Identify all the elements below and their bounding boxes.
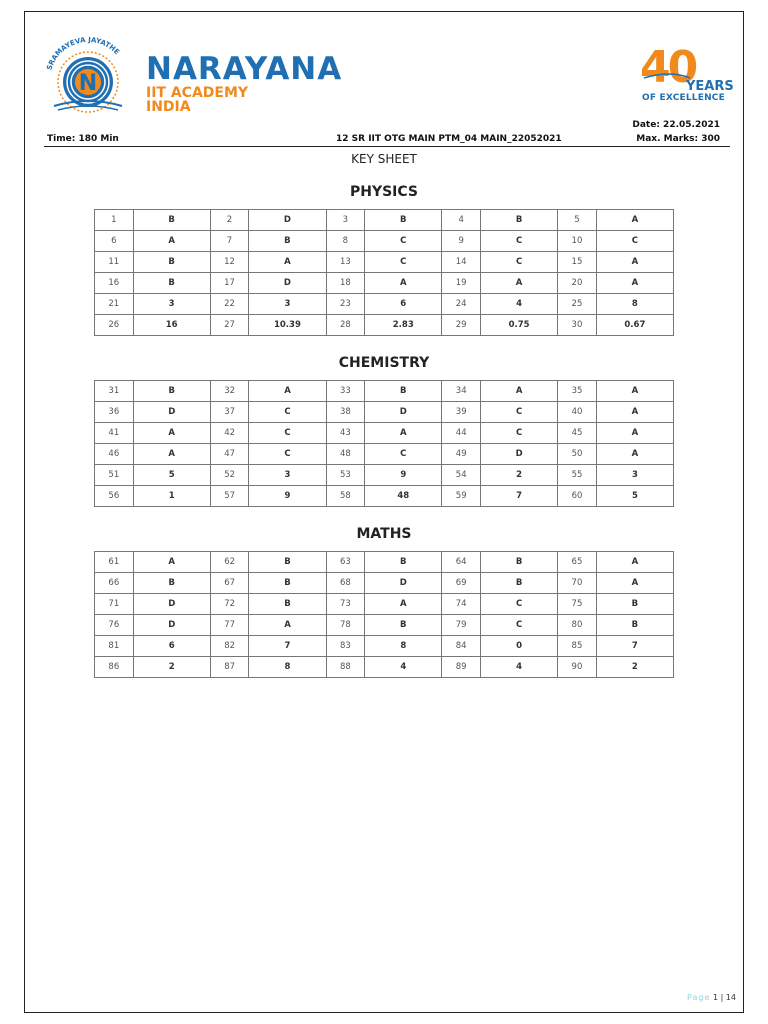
answer-key: D	[249, 210, 326, 231]
question-number: 73	[326, 594, 365, 615]
answer-key: A	[480, 273, 557, 294]
question-number: 82	[210, 636, 249, 657]
answer-key: 3	[249, 465, 326, 486]
question-number: 20	[558, 273, 597, 294]
table-row	[95, 465, 674, 486]
answer-key: B	[365, 615, 442, 636]
answer-key: 5	[596, 486, 673, 507]
answer-key: A	[481, 381, 558, 402]
answer-key: B	[365, 210, 442, 231]
question-number: 72	[210, 594, 249, 615]
table-row	[95, 423, 674, 444]
question-number: 70	[558, 573, 597, 594]
answer-key: C	[249, 402, 326, 423]
answer-table-maths	[94, 551, 674, 678]
question-number: 89	[442, 657, 481, 678]
table-row	[95, 615, 674, 636]
answer-key: 6	[133, 636, 210, 657]
answer-key: B	[596, 615, 673, 636]
question-number: 8	[326, 231, 365, 252]
answer-key: C	[481, 423, 558, 444]
key-sheet-title: KEY SHEET	[351, 152, 417, 166]
question-number: 69	[442, 573, 481, 594]
question-number: 46	[95, 444, 134, 465]
answer-key: A	[596, 381, 673, 402]
question-number: 3	[326, 210, 365, 231]
answer-key: B	[133, 573, 210, 594]
question-number: 45	[558, 423, 597, 444]
answer-key: 8	[365, 636, 442, 657]
answer-key: 2	[133, 657, 210, 678]
question-number: 10	[558, 231, 597, 252]
question-number: 22	[210, 294, 249, 315]
question-number: 71	[95, 594, 134, 615]
answer-key: 5	[133, 465, 210, 486]
answer-key: D	[249, 273, 326, 294]
question-number: 50	[558, 444, 597, 465]
question-number: 81	[95, 636, 134, 657]
question-number: 54	[442, 465, 481, 486]
table-row	[95, 210, 674, 231]
answer-key: C	[365, 231, 442, 252]
question-number: 78	[326, 615, 365, 636]
question-number: 76	[95, 615, 134, 636]
answer-key: 4	[365, 657, 442, 678]
question-number: 37	[210, 402, 249, 423]
answer-key: A	[365, 594, 442, 615]
answer-key: 10.39	[249, 315, 326, 336]
question-number: 30	[558, 315, 597, 336]
answer-key: A	[596, 552, 673, 573]
answer-key: C	[480, 231, 557, 252]
question-number: 14	[442, 252, 481, 273]
answer-key: 48	[365, 486, 442, 507]
answer-key: 2	[481, 465, 558, 486]
question-number: 67	[210, 573, 249, 594]
page-label: Page	[687, 993, 711, 1002]
table-row	[95, 381, 674, 402]
question-number: 24	[442, 294, 481, 315]
answer-key: 7	[249, 636, 326, 657]
question-number: 38	[326, 402, 365, 423]
answer-key: D	[133, 594, 210, 615]
table-row	[95, 444, 674, 465]
answer-key: C	[480, 252, 557, 273]
answer-key: C	[249, 444, 326, 465]
question-number: 44	[442, 423, 481, 444]
question-number: 55	[558, 465, 597, 486]
question-number: 51	[95, 465, 134, 486]
brand-name: NARAYANA	[146, 51, 343, 87]
answer-key: A	[596, 210, 673, 231]
question-number: 65	[558, 552, 597, 573]
question-number: 56	[95, 486, 134, 507]
question-number: 23	[326, 294, 365, 315]
table-row	[95, 552, 674, 573]
question-number: 33	[326, 381, 365, 402]
answer-key: D	[481, 444, 558, 465]
answer-key: D	[365, 402, 442, 423]
question-number: 40	[558, 402, 597, 423]
table-row	[95, 315, 674, 336]
question-number: 79	[442, 615, 481, 636]
answer-key: A	[596, 444, 673, 465]
svg-text:N: N	[78, 71, 98, 96]
question-number: 12	[210, 252, 249, 273]
answer-key: B	[133, 210, 210, 231]
question-number: 34	[442, 381, 481, 402]
answer-key: A	[596, 573, 673, 594]
question-number: 15	[558, 252, 597, 273]
question-number: 13	[326, 252, 365, 273]
answer-key: B	[249, 573, 326, 594]
answer-key: 16	[133, 315, 210, 336]
answer-key: A	[133, 444, 210, 465]
question-number: 57	[210, 486, 249, 507]
brand-block	[146, 52, 342, 114]
answer-key: 3	[249, 294, 326, 315]
question-number: 2	[210, 210, 249, 231]
table-row	[95, 294, 674, 315]
question-number: 5	[558, 210, 597, 231]
table-row	[95, 273, 674, 294]
question-number: 77	[210, 615, 249, 636]
table-row	[95, 402, 674, 423]
question-number: 21	[95, 294, 134, 315]
answer-key: C	[596, 231, 673, 252]
question-number: 83	[326, 636, 365, 657]
exam-max-marks: Max. Marks: 300	[636, 134, 720, 144]
answer-key: B	[365, 381, 442, 402]
question-number: 43	[326, 423, 365, 444]
answer-key: 4	[481, 657, 558, 678]
question-number: 42	[210, 423, 249, 444]
answer-key: A	[249, 252, 326, 273]
answer-key: 8	[249, 657, 326, 678]
question-number: 75	[558, 594, 597, 615]
question-number: 28	[326, 315, 365, 336]
question-number: 48	[326, 444, 365, 465]
section-title-maths: MATHS	[356, 526, 412, 542]
answer-key: 3	[133, 294, 210, 315]
answer-key: B	[249, 231, 326, 252]
question-number: 4	[442, 210, 481, 231]
answer-key: 9	[249, 486, 326, 507]
page-footer	[687, 993, 736, 1002]
question-number: 85	[558, 636, 597, 657]
answer-key: A	[365, 423, 442, 444]
question-number: 66	[95, 573, 134, 594]
question-number: 68	[326, 573, 365, 594]
exam-time: Time: 180 Min	[47, 134, 119, 144]
question-number: 90	[558, 657, 597, 678]
answer-key: 7	[481, 486, 558, 507]
table-row	[95, 486, 674, 507]
question-number: 29	[442, 315, 481, 336]
question-number: 60	[558, 486, 597, 507]
answer-key: B	[481, 552, 558, 573]
answer-key: 9	[365, 465, 442, 486]
question-number: 80	[558, 615, 597, 636]
answer-key: 2.83	[365, 315, 442, 336]
answer-key: C	[365, 252, 442, 273]
answer-key: 2	[596, 657, 673, 678]
question-number: 58	[326, 486, 365, 507]
question-number: 87	[210, 657, 249, 678]
question-number: 7	[210, 231, 249, 252]
question-number: 52	[210, 465, 249, 486]
question-number: 18	[326, 273, 365, 294]
answer-key: 4	[480, 294, 557, 315]
question-number: 62	[210, 552, 249, 573]
answer-key: B	[133, 273, 210, 294]
section-title-chemistry: CHEMISTRY	[338, 355, 430, 371]
question-number: 9	[442, 231, 481, 252]
answer-table-chemistry	[94, 380, 674, 507]
answer-key: B	[481, 573, 558, 594]
svg-text:40: 40	[640, 42, 696, 93]
answer-key: B	[480, 210, 557, 231]
answer-key: A	[596, 273, 673, 294]
answer-key: 1	[133, 486, 210, 507]
answer-table-physics	[94, 209, 674, 336]
question-number: 19	[442, 273, 481, 294]
table-row	[95, 252, 674, 273]
answer-key: C	[481, 594, 558, 615]
answer-key: B	[249, 552, 326, 573]
answer-key: B	[365, 552, 442, 573]
brand-subtitle-country: INDIA	[146, 99, 191, 115]
exam-name: 12 SR IIT OTG MAIN PTM_04 MAIN_22052021	[336, 134, 562, 144]
question-number: 63	[326, 552, 365, 573]
answer-key: A	[596, 402, 673, 423]
answer-key: 6	[365, 294, 442, 315]
question-number: 25	[558, 294, 597, 315]
anniversary-years: YEARS	[686, 79, 734, 94]
section-title-physics: PHYSICS	[349, 184, 419, 200]
answer-key: A	[596, 423, 673, 444]
answer-key: D	[133, 615, 210, 636]
answer-key: 7	[596, 636, 673, 657]
question-number: 41	[95, 423, 134, 444]
answer-key: B	[133, 381, 210, 402]
question-number: 59	[442, 486, 481, 507]
question-number: 84	[442, 636, 481, 657]
answer-key: C	[249, 423, 326, 444]
answer-key: 8	[596, 294, 673, 315]
question-number: 49	[442, 444, 481, 465]
answer-key: A	[596, 252, 673, 273]
question-number: 31	[95, 381, 134, 402]
question-number: 74	[442, 594, 481, 615]
question-number: 17	[210, 273, 249, 294]
question-number: 64	[442, 552, 481, 573]
answer-key: D	[365, 573, 442, 594]
table-row	[95, 636, 674, 657]
question-number: 53	[326, 465, 365, 486]
answer-key: A	[365, 273, 442, 294]
question-number: 47	[210, 444, 249, 465]
question-number: 26	[95, 315, 134, 336]
exam-date: Date: 22.05.2021	[632, 120, 720, 130]
brand-subtitle-academy: IIT ACADEMY	[146, 85, 249, 101]
question-number: 61	[95, 552, 134, 573]
answer-key: D	[133, 402, 210, 423]
question-number: 11	[95, 252, 134, 273]
svg-text:SRAMAYEVA JAYATHE: SRAMAYEVA JAYATHE	[45, 36, 121, 72]
question-number: 86	[95, 657, 134, 678]
answer-key: C	[481, 615, 558, 636]
question-number: 88	[326, 657, 365, 678]
question-number: 32	[210, 381, 249, 402]
table-row	[95, 594, 674, 615]
answer-key: A	[133, 423, 210, 444]
table-row	[95, 231, 674, 252]
table-row	[95, 657, 674, 678]
question-number: 35	[558, 381, 597, 402]
answer-key: B	[133, 252, 210, 273]
question-number: 39	[442, 402, 481, 423]
question-number: 36	[95, 402, 134, 423]
question-number: 1	[95, 210, 134, 231]
answer-key: 0	[481, 636, 558, 657]
answer-key: A	[133, 231, 210, 252]
answer-key: 0.75	[480, 315, 557, 336]
answer-key: A	[249, 381, 326, 402]
answer-key: 0.67	[596, 315, 673, 336]
question-number: 6	[95, 231, 134, 252]
table-row	[95, 573, 674, 594]
narayana-emblem-logo	[40, 36, 136, 116]
anniversary-excellence: OF EXCELLENCE	[642, 93, 725, 103]
question-number: 16	[95, 273, 134, 294]
answer-key: C	[365, 444, 442, 465]
answer-key: A	[249, 615, 326, 636]
answer-key: B	[249, 594, 326, 615]
answer-key: A	[133, 552, 210, 573]
answer-key: B	[596, 594, 673, 615]
header-rule	[44, 146, 730, 147]
page-number: 1 | 14	[712, 993, 736, 1002]
answer-key: C	[481, 402, 558, 423]
question-number: 27	[210, 315, 249, 336]
answer-key: 3	[596, 465, 673, 486]
